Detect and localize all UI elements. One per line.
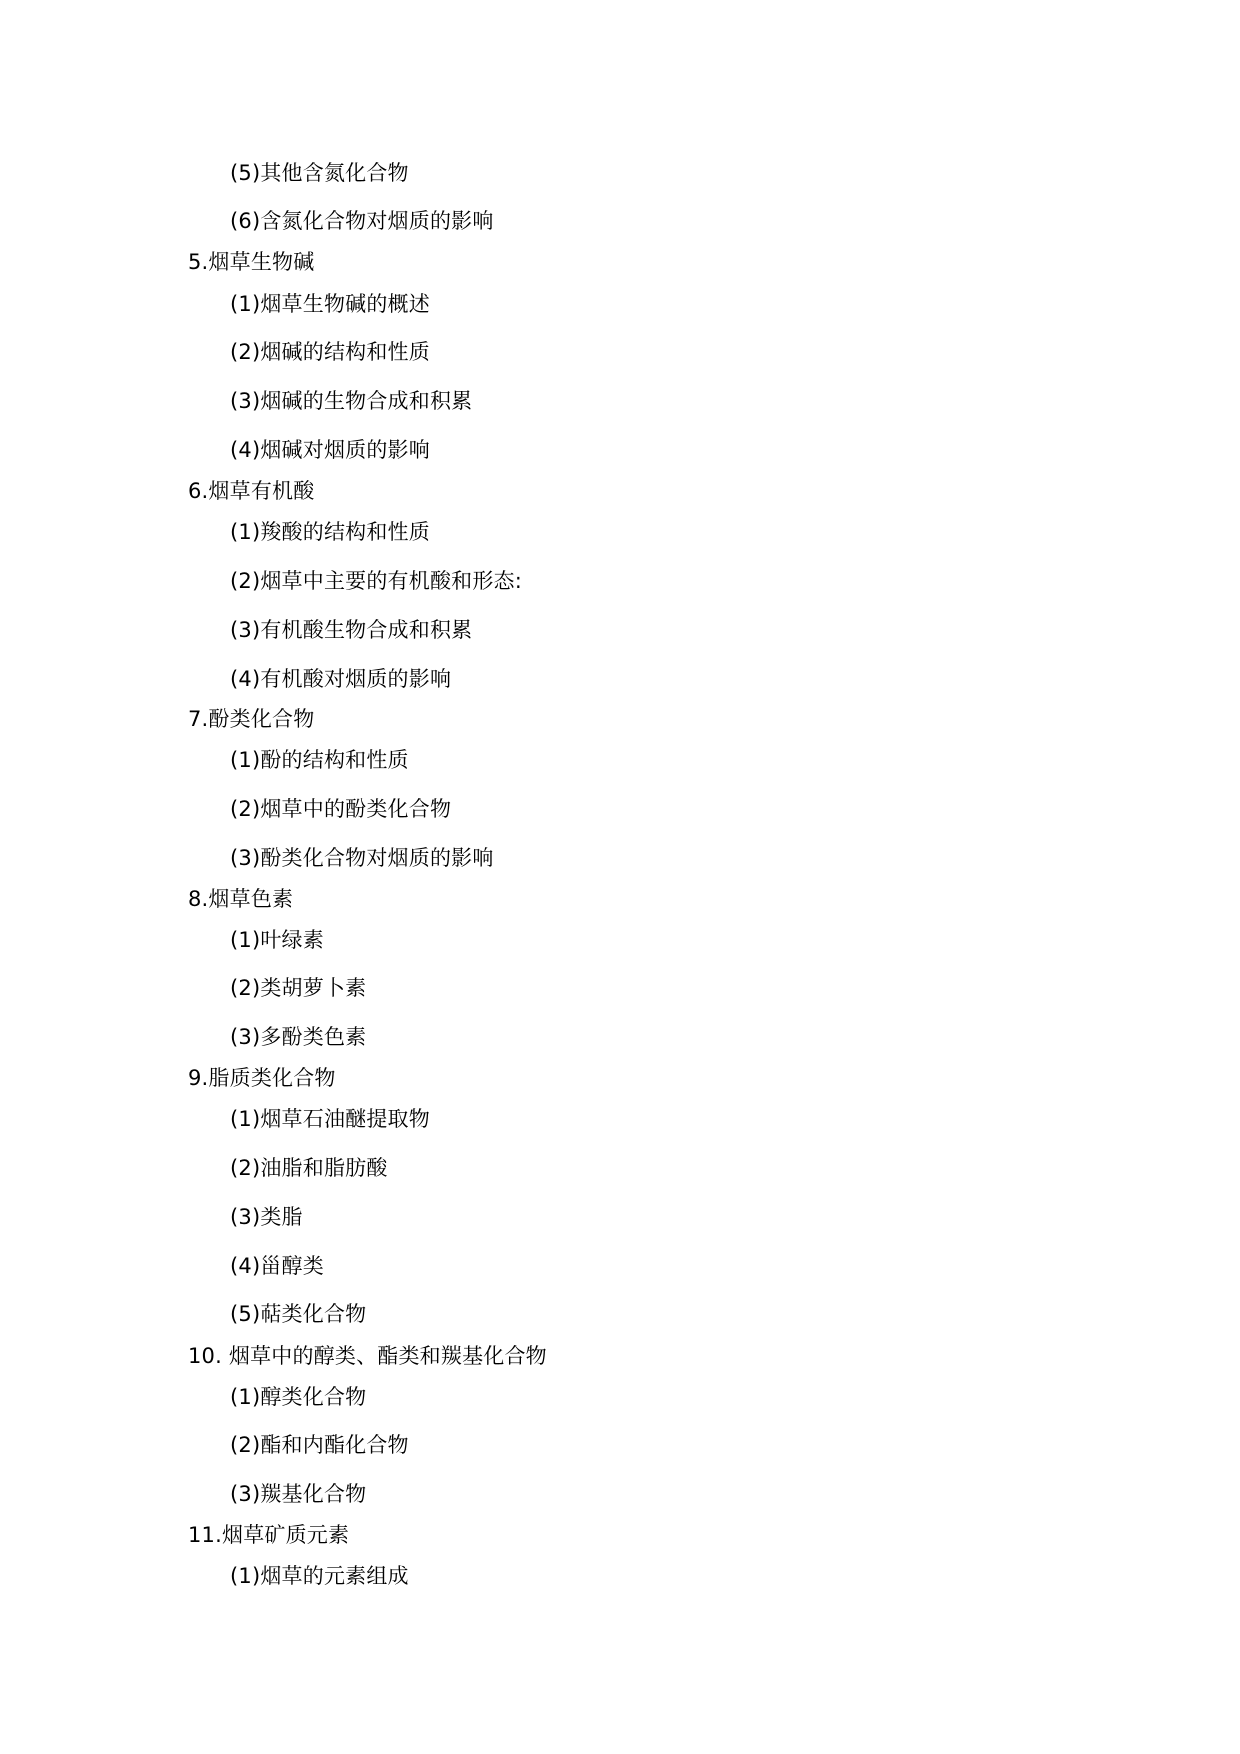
outline-item: (3)羰基化合物 — [230, 1482, 367, 1506]
outline-item: (3)酚类化合物对烟质的影响 — [230, 846, 494, 870]
outline-item: (4)有机酸对烟质的影响 — [230, 667, 452, 691]
outline-item: (2)油脂和脂肪酸 — [230, 1156, 388, 1180]
section-heading: 8.烟草色素 — [188, 887, 294, 911]
outline-item: (3)类脂 — [230, 1205, 303, 1229]
section-heading: 6.烟草有机酸 — [188, 479, 315, 503]
outline-item: (5)其他含氮化合物 — [230, 161, 409, 185]
outline-item: (3)有机酸生物合成和积累 — [230, 618, 473, 642]
outline-item: (2)类胡萝卜素 — [230, 976, 367, 1000]
outline-item: (1)叶绿素 — [230, 928, 324, 952]
section-heading: 7.酚类化合物 — [188, 707, 315, 731]
outline-item: (5)萜类化合物 — [230, 1302, 367, 1326]
outline-item: (3)多酚类色素 — [230, 1025, 367, 1049]
outline-item: (1)烟草石油醚提取物 — [230, 1107, 430, 1131]
outline-item: (1)烟草生物碱的概述 — [230, 292, 430, 316]
outline-item: (3)烟碱的生物合成和积累 — [230, 389, 473, 413]
section-heading: 9.脂质类化合物 — [188, 1066, 336, 1090]
outline-item: (1)酚的结构和性质 — [230, 748, 409, 772]
outline-item: (1)醇类化合物 — [230, 1385, 367, 1409]
section-heading: 5.烟草生物碱 — [188, 250, 315, 274]
outline-item: (6)含氮化合物对烟质的影响 — [230, 209, 494, 233]
outline-item: (4)烟碱对烟质的影响 — [230, 438, 430, 462]
outline-item: (2)烟碱的结构和性质 — [230, 340, 430, 364]
outline-item: (2)烟草中的酚类化合物 — [230, 797, 452, 821]
section-heading: 11.烟草矿质元素 — [188, 1523, 350, 1547]
outline-item: (1)羧酸的结构和性质 — [230, 520, 430, 544]
outline-item: (4)甾醇类 — [230, 1254, 324, 1278]
outline-item: (1)烟草的元素组成 — [230, 1564, 409, 1588]
section-heading: 10. 烟草中的醇类、酯类和羰基化合物 — [188, 1344, 547, 1368]
outline-item: (2)酯和内酯化合物 — [230, 1433, 409, 1457]
outline-item: (2)烟草中主要的有机酸和形态: — [230, 569, 523, 593]
